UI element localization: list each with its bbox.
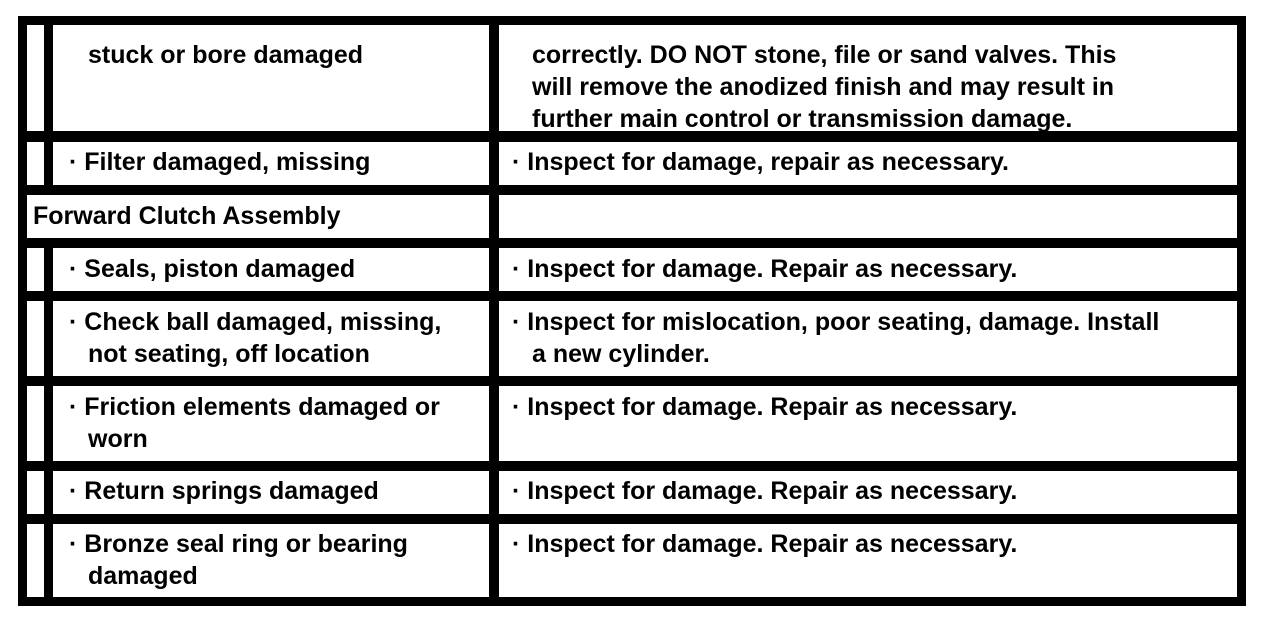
indent-cell — [27, 142, 44, 185]
indent-cell — [27, 471, 44, 514]
section-heading-cell — [27, 195, 489, 238]
indent-cell — [27, 301, 44, 376]
action-cell — [499, 471, 1237, 514]
indent-cell — [27, 524, 44, 597]
condition-line: · Filter damaged, missing — [69, 148, 371, 176]
condition-cell — [53, 471, 489, 514]
condition-line: · Friction elements damaged or — [69, 393, 440, 421]
action-line: will remove the anodized finish and may result in — [532, 73, 1115, 101]
action-line: correctly. DO NOT stone, file or sand valves. This — [532, 41, 1117, 69]
condition-cell — [53, 524, 489, 597]
action-cell — [499, 248, 1237, 291]
action-line: a new cylinder. — [532, 340, 710, 368]
action-line: · Inspect for damage. Repair as necessary. — [512, 393, 1018, 421]
action-line: · Inspect for damage, repair as necessary. — [512, 148, 1009, 176]
condition-line: stuck or bore damaged — [88, 41, 364, 69]
action-cell — [499, 301, 1237, 376]
action-line: further main control or transmission damage. — [532, 105, 1073, 133]
action-line: · Inspect for damage. Repair as necessary. — [512, 530, 1018, 558]
condition-cell — [53, 25, 489, 131]
condition-cell — [53, 301, 489, 376]
indent-cell — [27, 25, 44, 131]
condition-line: · Bronze seal ring or bearing — [69, 530, 408, 558]
action-cell — [499, 142, 1237, 185]
condition-line: · Check ball damaged, missing, — [69, 308, 442, 336]
condition-cell — [53, 142, 489, 185]
condition-cell — [53, 386, 489, 461]
condition-line: · Return springs damaged — [69, 477, 379, 505]
action-cell — [499, 524, 1237, 597]
action-line: · Inspect for damage. Repair as necessary. — [512, 477, 1018, 505]
condition-line: not seating, off location — [88, 340, 370, 368]
condition-line: damaged — [88, 562, 198, 590]
condition-cell — [53, 248, 489, 291]
diagnosis-table — [18, 16, 1246, 606]
section-heading: Forward Clutch Assembly — [33, 202, 341, 230]
action-cell — [499, 25, 1237, 131]
indent-cell — [27, 386, 44, 461]
indent-cell — [27, 248, 44, 291]
condition-line: · Seals, piston damaged — [69, 255, 356, 283]
action-cell — [499, 386, 1237, 461]
action-line: · Inspect for mislocation, poor seating, damage. Install — [512, 308, 1160, 336]
action-line: · Inspect for damage. Repair as necessary. — [512, 255, 1018, 283]
action-cell-empty — [499, 195, 1237, 238]
condition-line: worn — [88, 425, 148, 453]
